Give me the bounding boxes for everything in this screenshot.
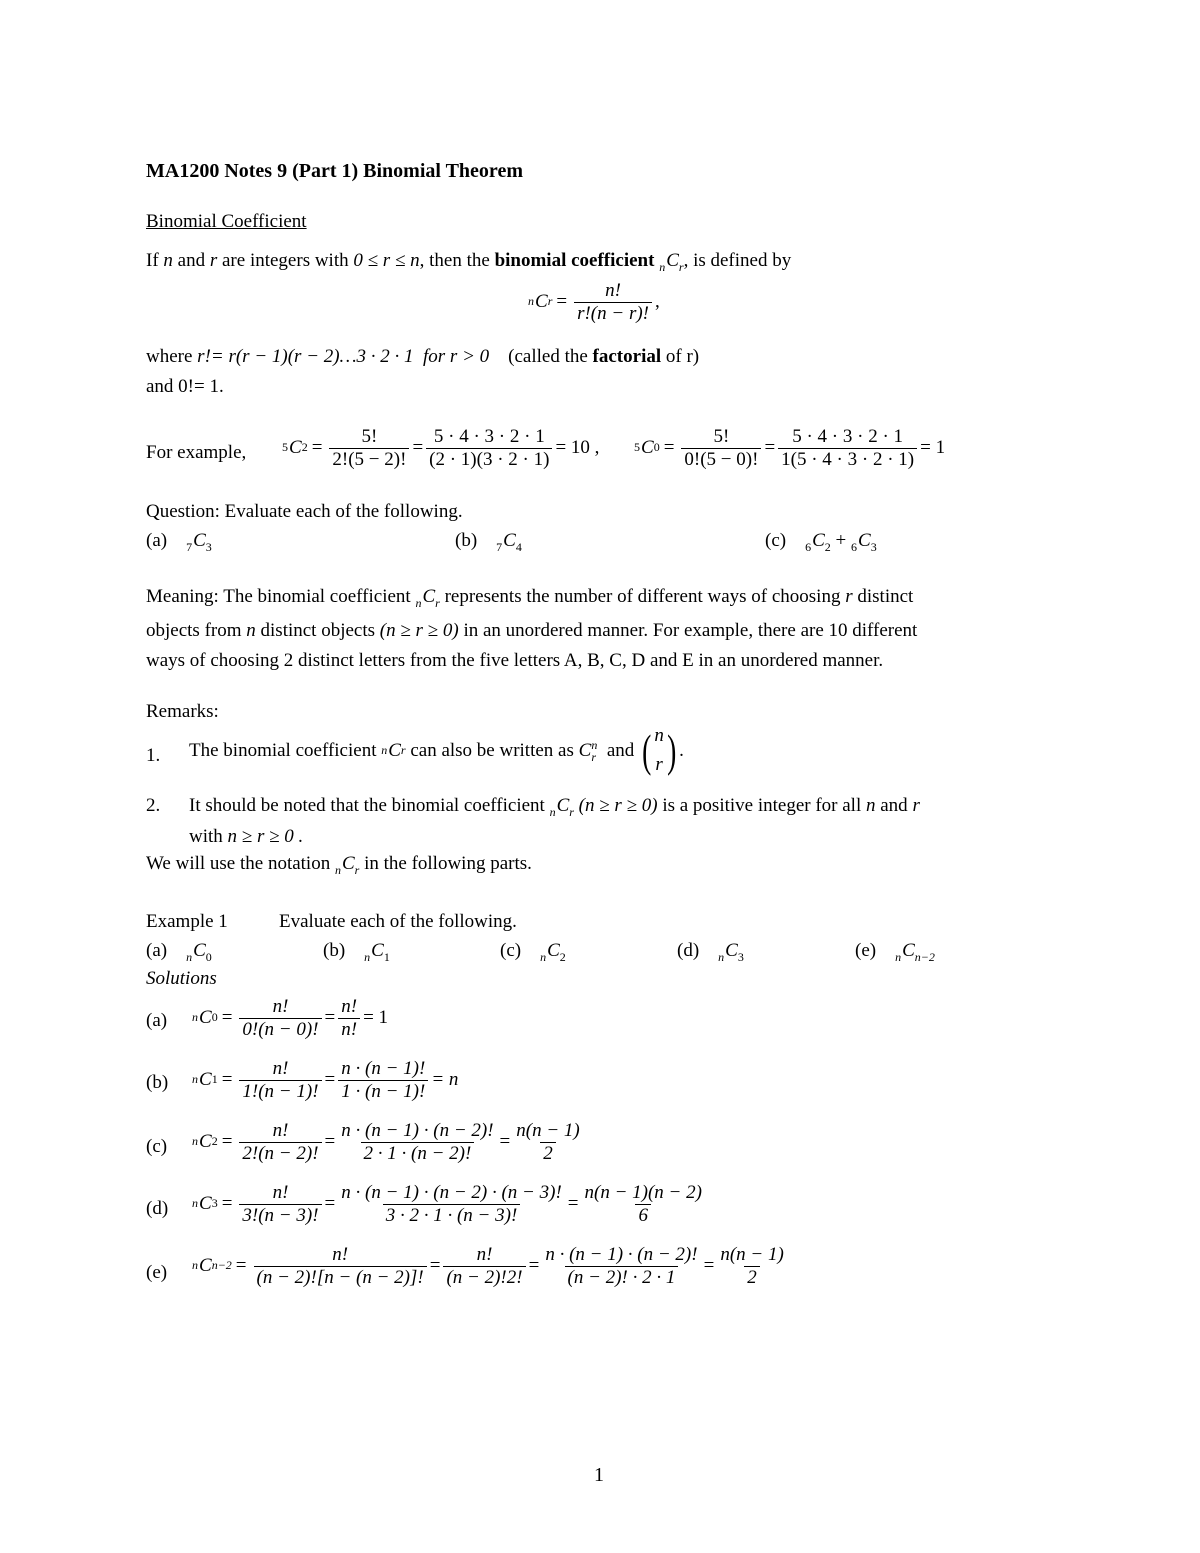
solution-d-label: (d)	[146, 1198, 169, 1219]
remark-2: It should be noted that the binomial coefficient $_nC_r$ (n ≥ r ≥ 0) is a positive integer for all n and r	[189, 795, 920, 819]
remark-2-number: 2.	[146, 795, 161, 816]
meaning-line-3: ways of choosing 2 distinct letters from the five letters A, B, C, D and E in an unordered manner.	[146, 650, 884, 671]
question-b: (b) $_7C_4$	[455, 530, 522, 554]
notation-note: We will use the notation $_nC_r$ in the following parts.	[146, 853, 532, 877]
section-heading: Binomial Coefficient	[146, 211, 307, 232]
solution-d: n C 3 = $\frac{n!}{3!(n - 3)!}$ = $\frac{n \cdot (n - 1) \cdot (n - 2) \cdot (n - 3)!}{3 \cdot 2 \cdot 1 \cdot (n - 3)!}$ = $\frac{n(n - 1)(n - 2)}{6}$	[192, 1182, 702, 1226]
example1-part-d: (d) $_nC_3$	[677, 940, 744, 964]
solution-c: n C 2 = $\frac{n!}{2!(n - 2)!}$ = $\frac{n \cdot (n - 1) \cdot (n - 2)!}{2 \cdot 1 \cdot (n - 2)!}$ = $\frac{n(n - 1)}{2}$	[192, 1120, 580, 1164]
question-c: (c) $_6C_2 + _6C_3$	[765, 530, 877, 554]
example1-part-c: (c) $_nC_2$	[500, 940, 566, 964]
page-number: 1	[594, 1464, 604, 1486]
solution-a-label: (a)	[146, 1010, 168, 1031]
solution-c-label: (c)	[146, 1136, 168, 1157]
solution-b-label: (b)	[146, 1072, 169, 1093]
example1-part-e: (e) $_nC_{n-2}$	[855, 940, 935, 964]
example1-part-b: (b) $_nC_1$	[323, 940, 390, 964]
example-5c0: 5 C 0 = $\frac{5!}{0!(5 - 0)!}$ = $\frac{5 \cdot 4 \cdot 3 \cdot 2 \cdot 1}{1(5 \cdot 4 \cdot 3 \cdot 2 \cdot 1)}$ = 1	[634, 426, 946, 470]
binom-notation: ( n r )	[642, 724, 677, 776]
definition-formula: n C r = $\frac{n!}{r!(n - r)!}$ ,	[528, 280, 660, 324]
definition-line: If n and r are integers with 0 ≤ r ≤ n, then the binomial coefficient $_nC_r$, is defined by	[146, 250, 792, 274]
example1-text: Evaluate each of the following.	[279, 911, 517, 932]
zero-factorial: and 0!= 1.	[146, 376, 224, 397]
solution-e: n C n−2 = $\frac{n!}{(n - 2)![n - (n - 2)]!}$ = $\frac{n!}{(n - 2)!2!}$ = $\frac{n \cdot (n - 1) \cdot (n - 2)!}{(n - 2)! \cdot 2 \cdot 1}$ = $\frac{n(n - 1)}{2}$	[192, 1244, 784, 1288]
question-a: (a) $_7C_3$	[146, 530, 212, 554]
solutions-label: Solutions	[146, 968, 217, 989]
meaning-line-2: objects from n distinct objects (n ≥ r ≥ 0) in an unordered manner. For example, there are 10 different	[146, 620, 918, 641]
example-label: For example,	[146, 442, 247, 463]
example1-label: Example 1	[146, 911, 228, 932]
page-title: MA1200 Notes 9 (Part 1) Binomial Theorem	[146, 160, 523, 182]
solution-b: n C 1 = $\frac{n!}{1!(n - 1)!}$ = $\frac{n \cdot (n - 1)!}{1 \cdot (n - 1)!}$ = n	[192, 1058, 459, 1102]
example1-part-a: (a) $_nC_0$	[146, 940, 212, 964]
remark-2-line-2: with n ≥ r ≥ 0 .	[189, 826, 304, 847]
meaning-line-1: Meaning: The binomial coefficient $_nC_r$ represents the number of different ways of choosing r distinct	[146, 586, 914, 610]
factorial-definition: where r!= r(r − 1)(r − 2)…3 · 2 · 1 for r > 0 (called the factorial of r)	[146, 346, 700, 367]
remark-1-number: 1.	[146, 745, 161, 766]
solution-a: n C 0 = $\frac{n!}{0!(n - 0)!}$ = $\frac{n!}{n!}$ = 1	[192, 996, 389, 1040]
question-text: Question: Evaluate each of the following.	[146, 501, 463, 522]
example-5c2: 5 C 2 = $\frac{5!}{2!(5 - 2)!}$ = $\frac{5 \cdot 4 \cdot 3 \cdot 2 \cdot 1}{(2 \cdot 1)(3 \cdot 2 \cdot 1)}$ = 10 ,	[282, 426, 600, 470]
remark-1: The binomial coefficient n C r can also be written as C n r and ( n r ) .	[189, 722, 684, 779]
solution-e-label: (e)	[146, 1262, 168, 1283]
remarks-heading: Remarks:	[146, 701, 219, 722]
